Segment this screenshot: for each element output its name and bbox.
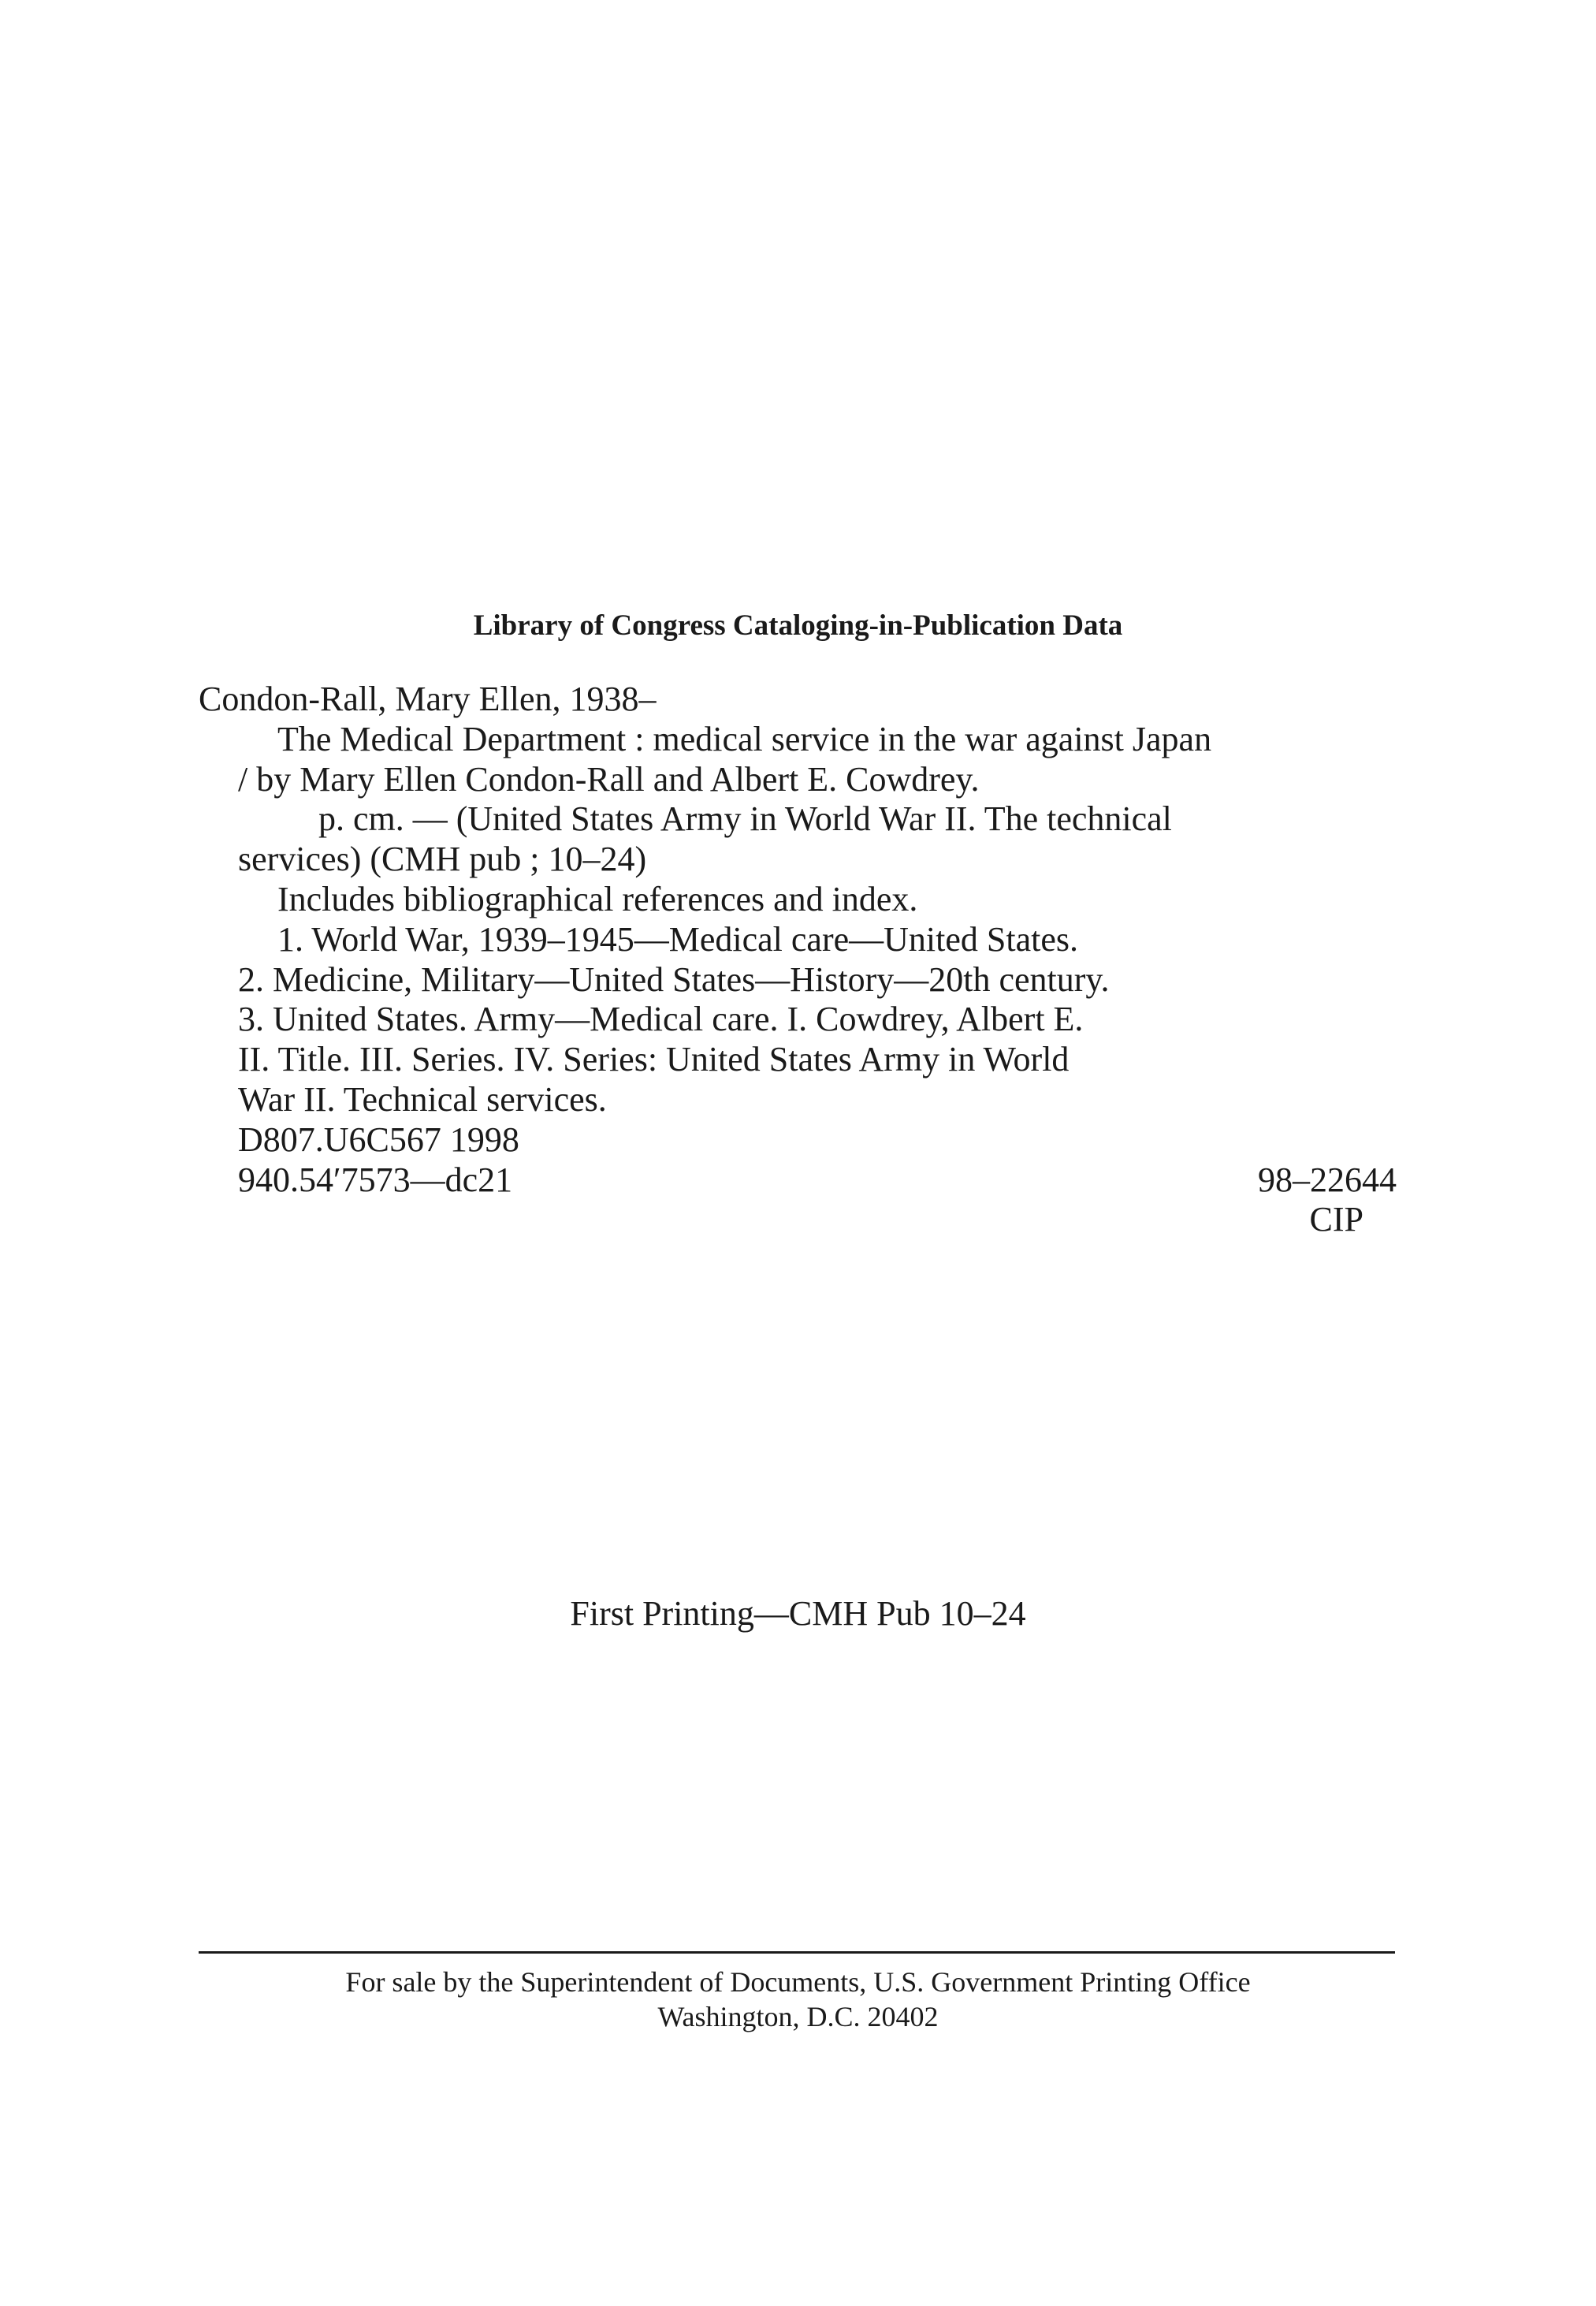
cip-dewey-number: 940.54ʹ7573—dc21 (238, 1160, 513, 1199)
cip-author: Condon-Rall, Mary Ellen, 1938– (199, 680, 657, 718)
footer-divider (199, 1951, 1395, 1954)
cip-subject-3: 3. United States. Army—Medical care. I. Cowdrey, Albert E. (238, 1000, 1084, 1039)
cip-lc-call-number: D807.U6C567 1998 (238, 1119, 519, 1159)
cip-tag: CIP (1309, 1200, 1363, 1239)
footer-sale-notice: For sale by the Superintendent of Documents, U.S. Government Printing Office (345, 1966, 1251, 1998)
cip-subject-1: 1. World War, 1939–1945—Medical care—United States. (277, 919, 1078, 959)
cip-subject-4: II. Title. III. Series. IV. Series: United States Army in World (238, 1040, 1070, 1079)
footer-address: Washington, D.C. 20402 (657, 2001, 939, 2032)
cip-subject-2: 2. Medicine, Military—United States—History—20th century. (238, 959, 1110, 999)
cip-classification-row (199, 1160, 1397, 1201)
cip-record (199, 680, 1397, 1240)
printing-statement: First Printing—CMH Pub 10–24 (570, 1594, 1026, 1633)
footer (0, 1965, 1596, 2034)
cip-lccn: 98–22644 (1258, 1160, 1397, 1199)
cip-heading: Library of Congress Cataloging-in-Publication Data (473, 609, 1123, 642)
cip-series-line-1: p. cm. — (United States Army in World War II. The technical (318, 799, 1172, 839)
cip-subject-5: War II. Technical services. (238, 1079, 607, 1119)
cip-title-line-1: The Medical Department : medical service in the war against Japan (277, 719, 1212, 758)
cip-notes: Includes bibliographical references and index. (277, 879, 918, 918)
cip-title-line-2: / by Mary Ellen Condon-Rall and Albert E. Cowdrey. (238, 759, 980, 799)
cip-series-line-2: services) (CMH pub ; 10–24) (238, 840, 647, 879)
